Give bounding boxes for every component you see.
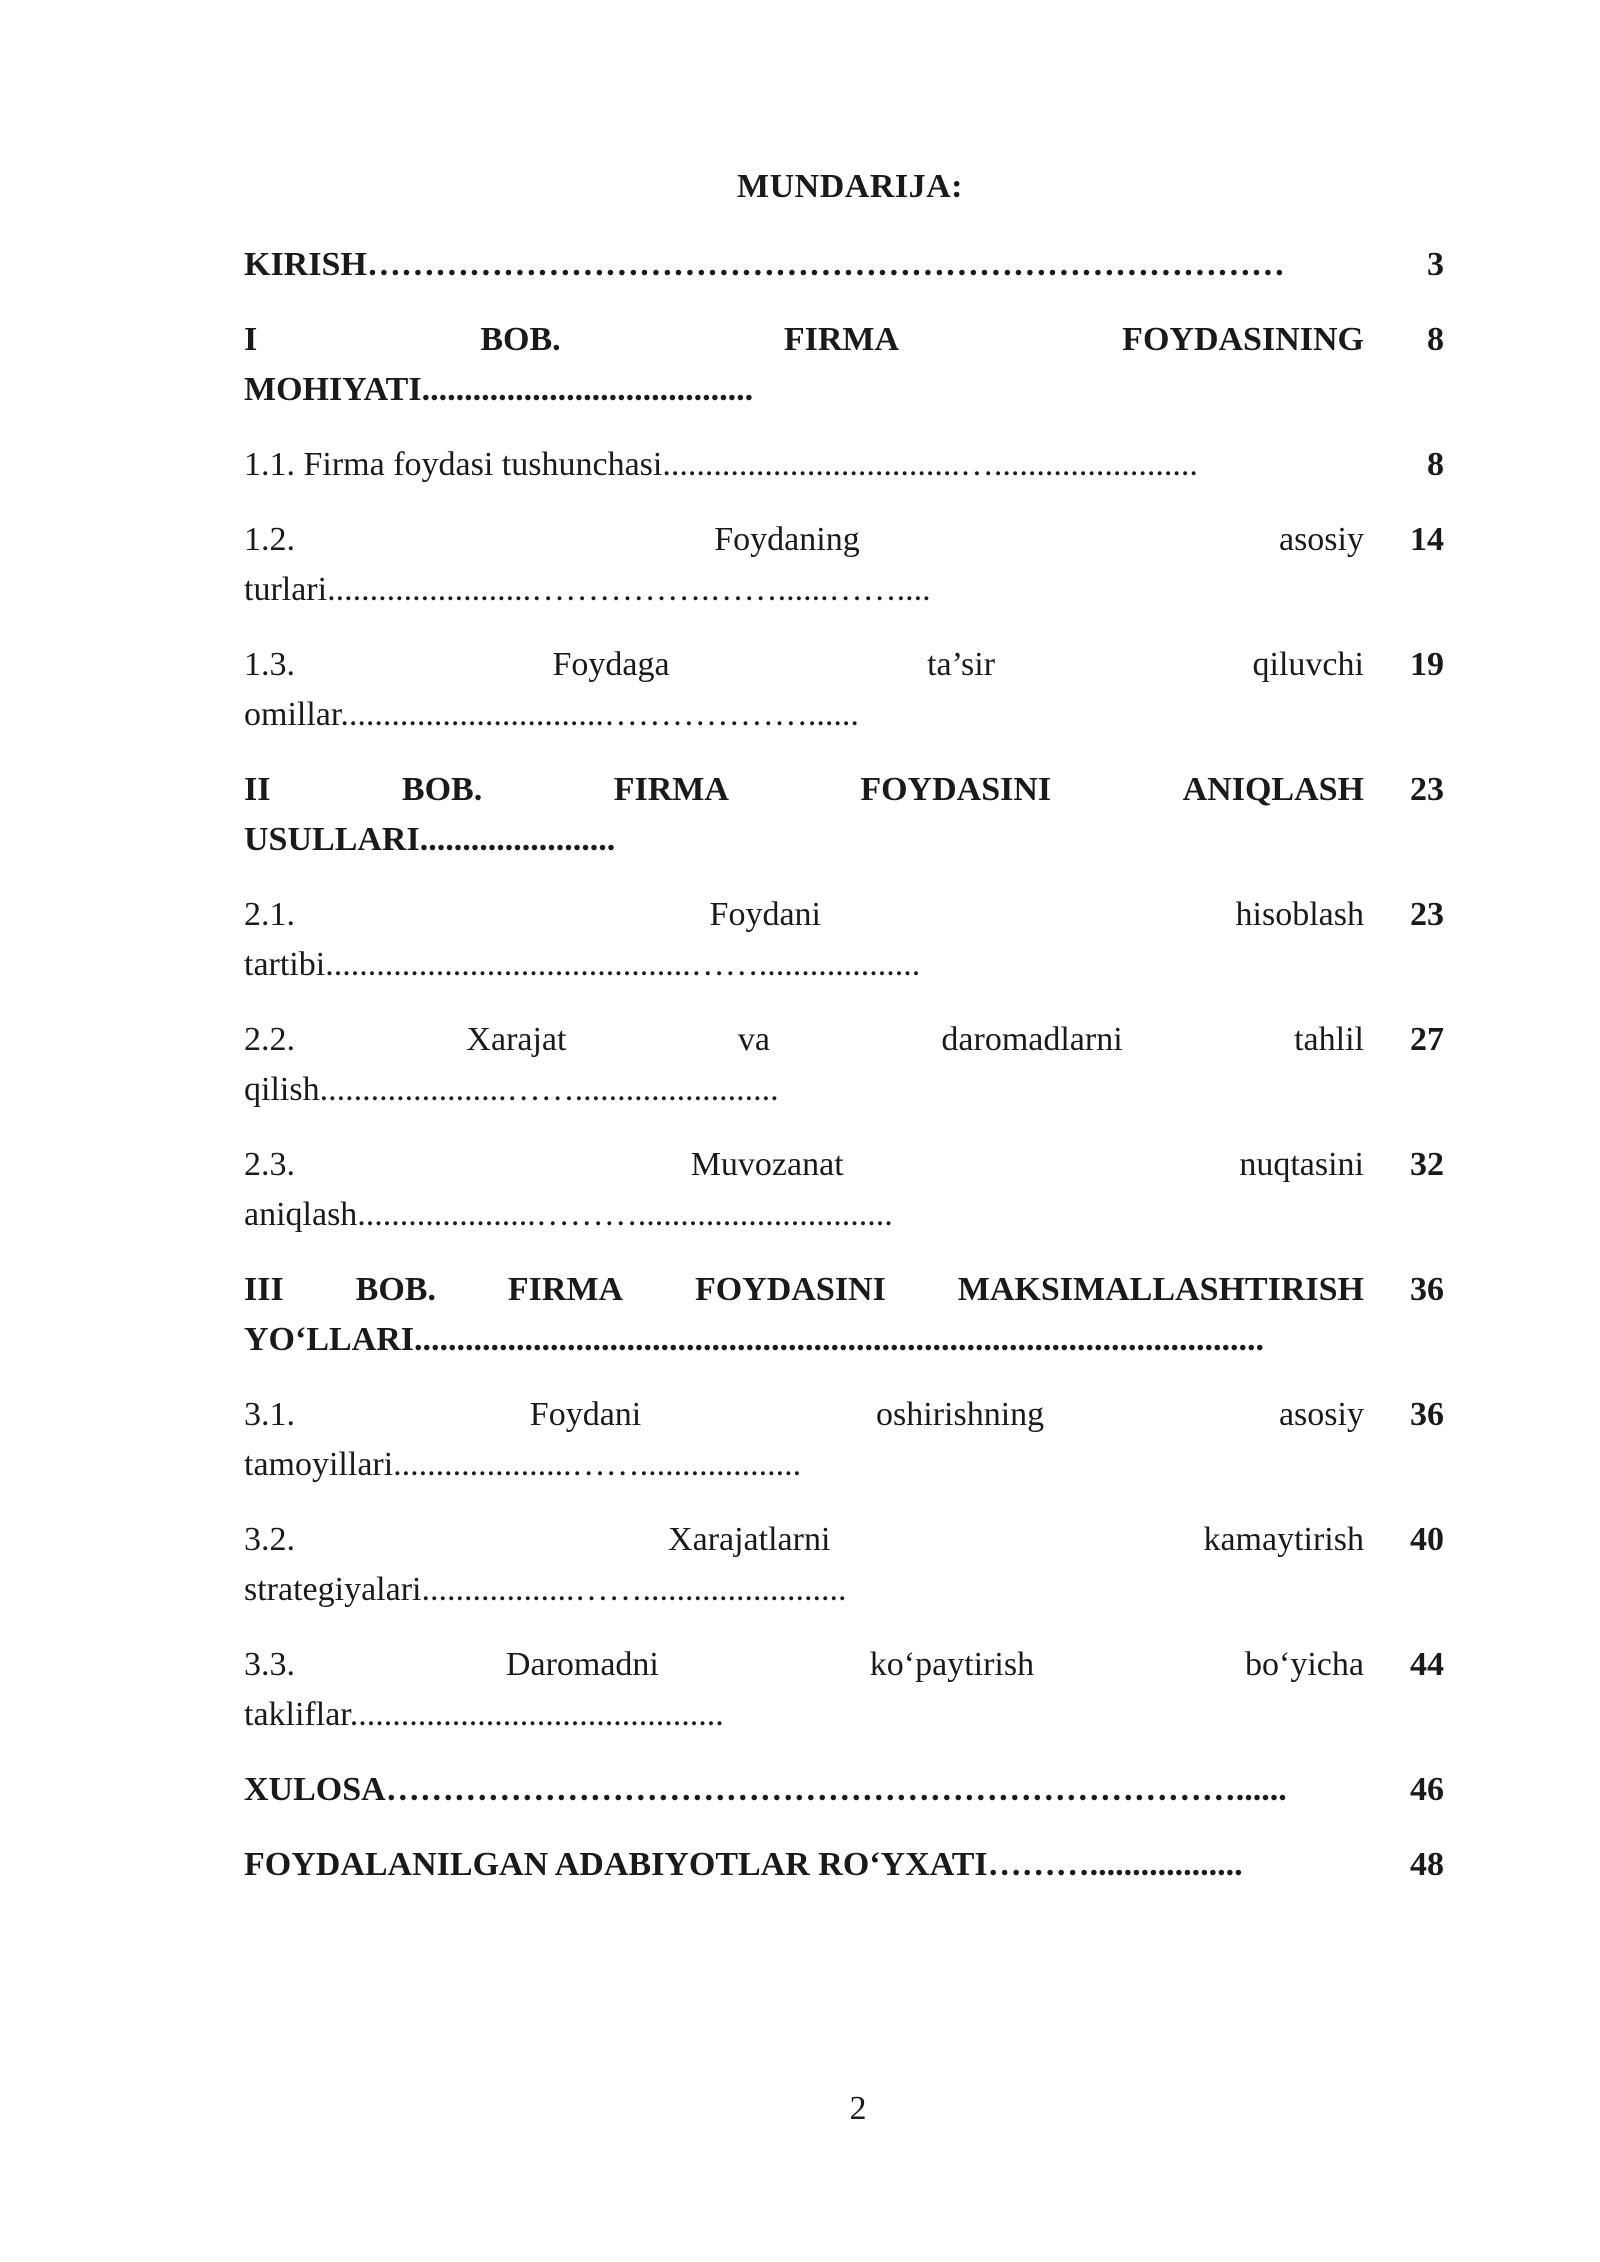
toc-entry-word: Xarajatlarni — [668, 1521, 831, 1558]
toc-entry-word: asosiy — [1278, 521, 1364, 558]
toc-entry-word: 1.3. — [244, 646, 295, 683]
toc-entry-word: daromadlarni — [941, 1021, 1123, 1058]
toc-entry-title-line2: turlari........................…………….……......…….... — [244, 571, 931, 608]
toc-entry-title: 1.1. Firma foydasi tushunchasi...................................…........................ — [244, 446, 1198, 483]
toc-entry-word: Foydaning — [714, 521, 860, 558]
toc-entry-page-number: 23 — [1410, 771, 1444, 808]
toc-entry-title-line1 — [244, 1640, 1364, 1690]
toc-entry-word: 2.2. — [244, 1021, 295, 1058]
toc-entry-page-number: 48 — [1410, 1846, 1444, 1883]
toc-entry-word: qiluvchi — [1252, 646, 1364, 683]
toc-entry-word: Foydaga — [552, 646, 670, 683]
toc-entry-title: XULOSA…………………………………………………………………...... — [244, 1771, 1287, 1808]
toc-entry-word: Muvozanat — [690, 1146, 844, 1183]
toc-entry-page-number: 14 — [1410, 521, 1444, 558]
toc-title: MUNDARIJA: — [737, 168, 963, 205]
toc-entry-word: FIRMA — [783, 321, 900, 358]
toc-entry-word: Xarajat — [466, 1021, 567, 1058]
toc-entry-word: 2.1. — [244, 896, 295, 933]
toc-entry — [244, 440, 1444, 490]
toc-entry-word: ta’sir — [927, 646, 996, 683]
toc-entry-title-line2: tamoyillari.....................……................... — [244, 1446, 802, 1483]
toc-entry-word: FOYDASINI — [860, 771, 1052, 808]
toc-entry-page-number: 36 — [1410, 1271, 1444, 1308]
toc-entry-word: Foydani — [709, 896, 821, 933]
toc-entry-word: FIRMA — [613, 771, 729, 808]
toc-entry-word: BOB. — [480, 321, 561, 358]
toc-entry — [244, 240, 1444, 290]
toc-entry-word: BOB. — [401, 771, 483, 808]
toc-entry-title-line2: MOHIYATI....................................... — [244, 371, 754, 408]
toc-entry-word: III — [244, 1271, 284, 1308]
toc-entry-word: FOYDASINING — [1122, 321, 1364, 358]
toc-entry-title-line1 — [244, 1515, 1364, 1565]
toc-entry-word: 3.1. — [244, 1396, 295, 1433]
page-number: 2 — [849, 2090, 867, 2127]
toc-entry-page-number: 3 — [1427, 246, 1444, 283]
toc-entry-word: FOYDASINI — [695, 1271, 886, 1308]
toc-entry-word: bo‘yicha — [1245, 1646, 1364, 1683]
toc-entry-word: va — [737, 1021, 770, 1058]
toc-entry-word: II — [244, 771, 271, 808]
toc-entry-word: nuqtasini — [1239, 1146, 1364, 1183]
toc-entry-word: 3.3. — [244, 1646, 295, 1683]
toc-entry-title-line2: USULLARI....................... — [244, 821, 616, 858]
toc-entry-title-line2: tartibi...........................................……................... — [244, 946, 921, 983]
toc-entry-page-number: 44 — [1410, 1646, 1444, 1683]
toc-entry-title-line1 — [244, 640, 1364, 690]
toc-entry — [244, 1015, 1444, 1115]
toc-entry-title-line2: YO‘LLARI.................................................................................................... — [244, 1321, 1265, 1358]
toc-entry-word: oshirishning — [876, 1396, 1045, 1433]
toc-entry-page-number: 19 — [1410, 646, 1444, 683]
toc-entry-word: tahlil — [1294, 1021, 1364, 1058]
toc-entry — [244, 315, 1444, 415]
toc-entry-word: MAKSIMALLASHTIRISH — [957, 1271, 1364, 1308]
toc-entry-word: kamaytirish — [1203, 1521, 1364, 1558]
toc-entry-title-line2: qilish......................……........................ — [244, 1071, 779, 1108]
toc-entry-title-line1 — [244, 1140, 1364, 1190]
toc-entry-word: 3.2. — [244, 1521, 295, 1558]
toc-entry-page-number: 8 — [1427, 321, 1444, 358]
toc-entry — [244, 1515, 1444, 1615]
toc-entry-title-line2: takliflar............................................ — [244, 1696, 724, 1733]
toc-entry — [244, 1765, 1444, 1815]
toc-entry — [244, 1265, 1444, 1365]
toc-entry-page-number: 32 — [1410, 1146, 1444, 1183]
toc-entry — [244, 1140, 1444, 1240]
toc-entry-title-line2: omillar...............................………………...... — [244, 696, 859, 733]
toc-entry — [244, 1390, 1444, 1490]
toc-entry-title-line1 — [244, 1015, 1364, 1065]
toc-entry-word: 2.3. — [244, 1146, 295, 1183]
toc-entry-word: Daromadni — [505, 1646, 659, 1683]
toc-entry-word: hisoblash — [1235, 896, 1364, 933]
table-of-contents — [244, 240, 1444, 1915]
toc-entry — [244, 515, 1444, 615]
toc-entry-title-line2: strategiyalari..................……........................ — [244, 1571, 847, 1608]
toc-entry-word: ANIQLASH — [1182, 771, 1364, 808]
toc-entry-word: asosiy — [1278, 1396, 1364, 1433]
toc-entry — [244, 640, 1444, 740]
toc-entry-title: KIRISH……………………………………………………………………… — [244, 246, 1285, 283]
toc-entry-title-line2: aniqlash.....................……….............................. — [244, 1196, 893, 1233]
toc-entry — [244, 890, 1444, 990]
toc-entry — [244, 1640, 1444, 1740]
toc-entry-word: FIRMA — [507, 1271, 624, 1308]
toc-entry-title-line1 — [244, 315, 1364, 365]
toc-entry-title-line1 — [244, 1390, 1364, 1440]
toc-entry-title-line1 — [244, 890, 1364, 940]
toc-entry-title-line1 — [244, 765, 1364, 815]
toc-entry-word: Foydani — [529, 1396, 642, 1433]
toc-entry-title-line1 — [244, 515, 1364, 565]
toc-entry-word: 1.2. — [244, 521, 295, 558]
toc-entry-title-line1 — [244, 1265, 1364, 1315]
toc-entry-word: ko‘paytirish — [869, 1646, 1035, 1683]
toc-entry-page-number: 8 — [1427, 446, 1444, 483]
toc-entry-word: BOB. — [355, 1271, 436, 1308]
toc-entry-word: I — [244, 321, 258, 358]
toc-entry — [244, 765, 1444, 865]
toc-entry-title: FOYDALANILGAN ADABIYOTLAR RO‘YXATI……….................. — [244, 1846, 1243, 1883]
toc-entry-page-number: 40 — [1410, 1521, 1444, 1558]
toc-entry-page-number: 23 — [1410, 896, 1444, 933]
toc-entry — [244, 1840, 1444, 1890]
toc-entry-page-number: 46 — [1410, 1771, 1444, 1808]
toc-entry-page-number: 36 — [1410, 1396, 1444, 1433]
toc-entry-page-number: 27 — [1410, 1021, 1444, 1058]
